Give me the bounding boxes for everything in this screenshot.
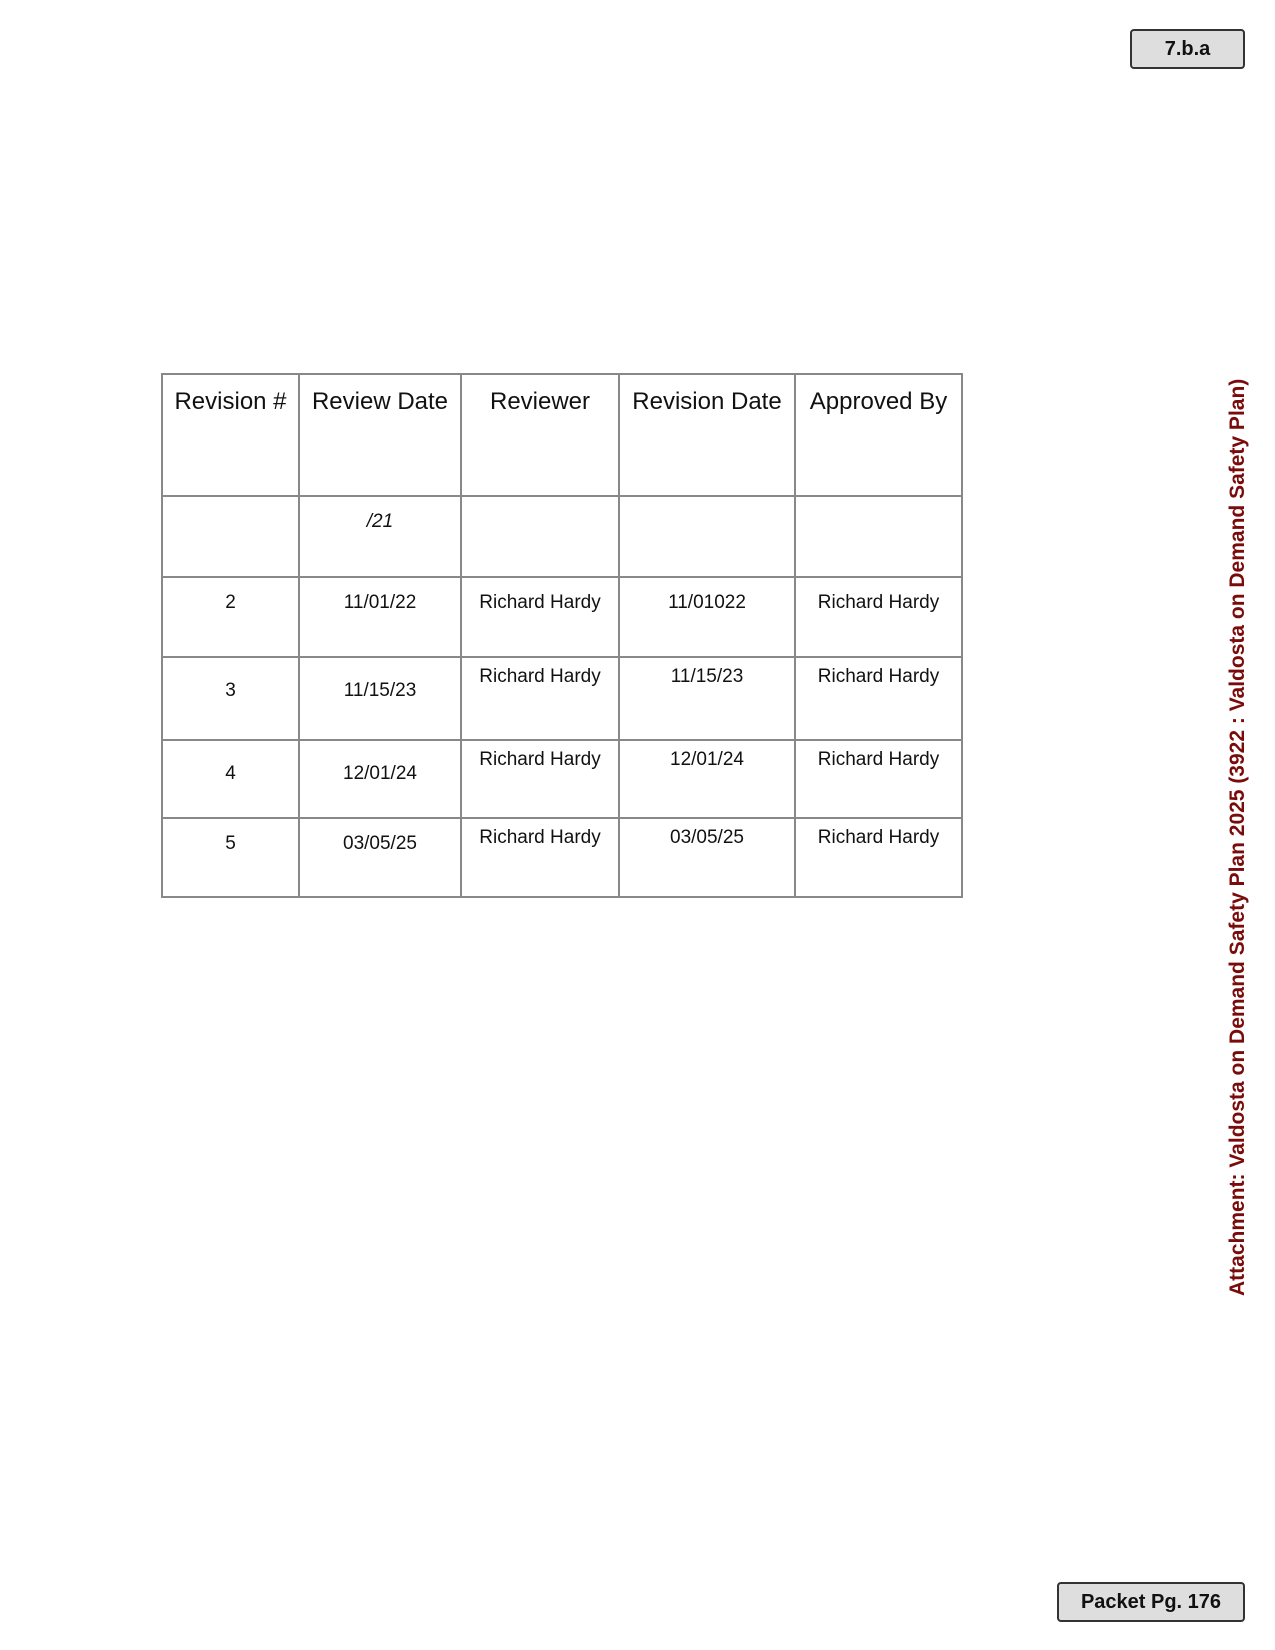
cell-approved-by: [795, 496, 962, 577]
cell-revision: [162, 496, 299, 577]
cell-revision-date: 12/01/24: [619, 740, 795, 818]
cell-revision-date: 03/05/25: [619, 818, 795, 897]
cell-approved-by: Richard Hardy: [795, 657, 962, 740]
cell-approved-by: Richard Hardy: [795, 818, 962, 897]
packet-page-badge: Packet Pg. 176: [1057, 1582, 1245, 1622]
cell-revision: 2: [162, 577, 299, 657]
table-row: [162, 740, 962, 818]
header-revision-date: Revision Date: [619, 374, 795, 496]
table-row: [162, 496, 962, 577]
cell-revision-date: 11/01022: [619, 577, 795, 657]
cell-reviewer: Richard Hardy: [461, 577, 619, 657]
item-number-badge: 7.b.a: [1130, 29, 1245, 69]
attachment-side-label: Attachment: Valdosta on Demand Safety Plan 2025 (3922 : Valdosta on Demand Safety Plan): [1226, 378, 1249, 1296]
header-review-date: Review Date: [299, 374, 461, 496]
header-approved-by: Approved By: [795, 374, 962, 496]
cell-review-date: 11/01/22: [299, 577, 461, 657]
table-row: [162, 657, 962, 740]
cell-revision: 3: [162, 657, 299, 740]
table-header-row: [162, 374, 962, 496]
header-revision-number: Revision #: [162, 374, 299, 496]
cell-reviewer: Richard Hardy: [461, 657, 619, 740]
header-reviewer: Reviewer: [461, 374, 619, 496]
table-row: [162, 818, 962, 897]
cell-review-date: /21: [299, 496, 461, 577]
cell-reviewer: [461, 496, 619, 577]
cell-revision: 4: [162, 740, 299, 818]
cell-review-date: 11/15/23: [299, 657, 461, 740]
cell-approved-by: Richard Hardy: [795, 740, 962, 818]
cell-revision-date: 11/15/23: [619, 657, 795, 740]
cell-revision: 5: [162, 818, 299, 897]
cell-reviewer: Richard Hardy: [461, 818, 619, 897]
cell-reviewer: Richard Hardy: [461, 740, 619, 818]
cell-approved-by: Richard Hardy: [795, 577, 962, 657]
table-row: [162, 577, 962, 657]
cell-review-date: 03/05/25: [299, 818, 461, 897]
revision-history-table: [161, 373, 963, 898]
cell-review-date: 12/01/24: [299, 740, 461, 818]
cell-revision-date: [619, 496, 795, 577]
